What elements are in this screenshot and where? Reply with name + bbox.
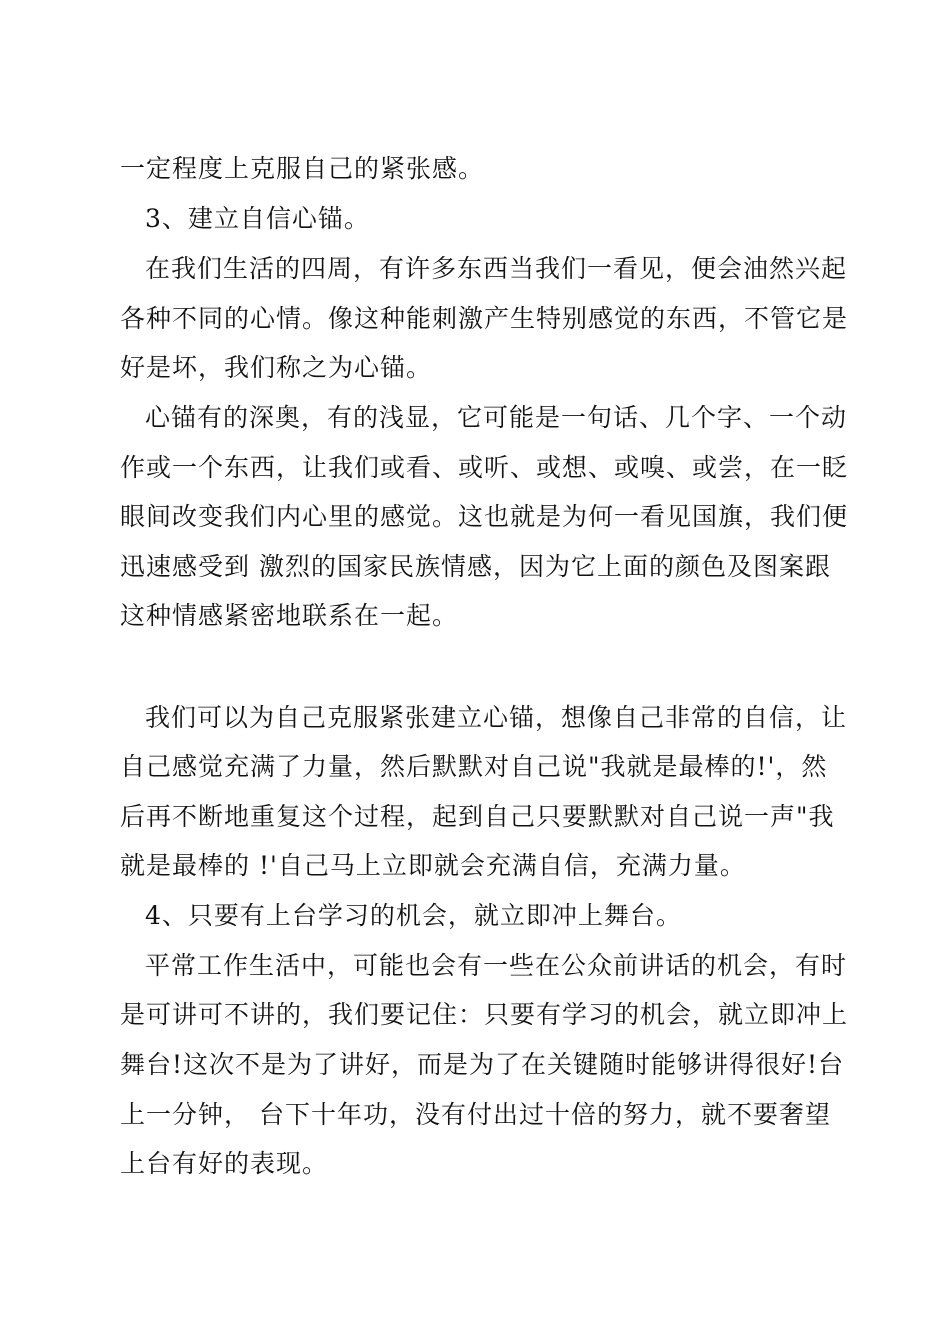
text-line: 作或一个东西，让我们或看、或听、或想、或嗅、或尝，在一眨 — [120, 453, 849, 482]
text-line: 心锚有的深奥，有的浅显，它可能是一句话、几个字、一个动 — [145, 403, 848, 432]
section-heading: 3、建立自信心锚。 — [145, 204, 370, 233]
text-line: 这种情感紧密地联系在一起。 — [120, 601, 459, 630]
text-line: 在我们生活的四周，有许多东西当我们一看见，便会油然兴起 — [145, 254, 848, 283]
text-line: 一定程度上克服自己的紧张感。 — [120, 154, 485, 183]
text-line: 上一分钟， 台下十年功，没有付出过十倍的努力，就不要奢望 — [120, 1100, 831, 1129]
text-line: 我们可以为自己克服紧张建立心锚，想像自己非常的自信，让 — [145, 703, 848, 732]
text-line: 平常工作生活中，可能也会有一些在公众前讲话的机会，有时 — [145, 951, 848, 980]
text-line: 各种不同的心情。像这种能刺激产生特别感觉的东西，不管它是 — [120, 304, 849, 333]
text-line: 迅速感受到 激烈的国家民族情感，因为它上面的颜色及图案跟 — [120, 552, 831, 581]
text-line: 自己感觉充满了力量，然后默默对自己说"我就是最棒的!'，然 — [120, 752, 828, 781]
section-heading: 4、只要有上台学习的机会，就立即冲上舞台。 — [145, 901, 682, 930]
text-line: 好是坏，我们称之为心锚。 — [120, 353, 433, 382]
text-line: 眼间改变我们内心里的感觉。这也就是为何一看见国旗，我们便 — [120, 502, 849, 531]
text-line: 就是最棒的 !'自己马上立即就会充满自信，充满力量。 — [120, 851, 746, 880]
text-line: 后再不断地重复这个过程，起到自己只要默默对自己说一声"我 — [120, 802, 835, 831]
text-line: 是可讲可不讲的，我们要记住：只要有学习的机会，就立即冲上 — [120, 1000, 849, 1029]
text-line: 舞台!这次不是为了讲好，而是为了在关键随时能够讲得很好!台 — [120, 1050, 845, 1079]
text-line: 上台有好的表现。 — [120, 1149, 329, 1178]
